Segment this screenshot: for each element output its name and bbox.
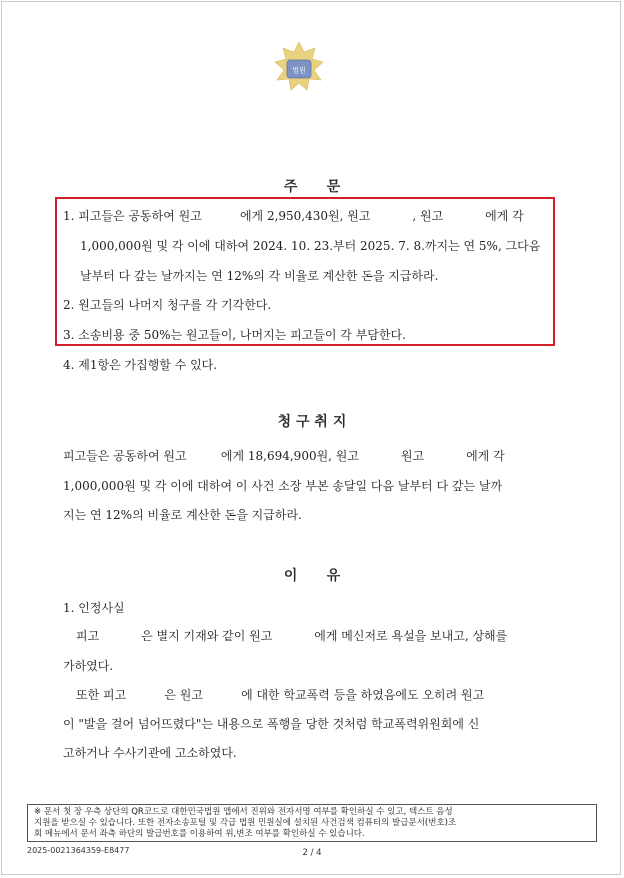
order-item3: 3. 소송비용 중 50%는 원고들이, 나머지는 피고들이 각 부담한다. <box>63 328 406 342</box>
notice-line3: 회 메뉴에서 문서 좌측 하단의 발급번호를 이용하여 위,변조 여부를 확인하실 수 있습니다. <box>34 829 365 839</box>
claim-section-title: 청 구 취 지 <box>277 414 347 430</box>
reason-p1-line1: 피고 은 별지 기재와 같이 원고 에게 메신저로 욕설을 보내고, 상해를 <box>76 629 508 643</box>
order-item1-line3: 날부터 다 갚는 날까지는 연 12%의 각 비율로 계산한 돈을 지급하라. <box>80 269 439 283</box>
issue-number: 2025-0021364359-E8477 <box>27 846 130 855</box>
order-section-title: 주 문 <box>283 179 341 195</box>
reason-p2-line2: 이 "발을 걸어 넘어뜨렸다"는 내용으로 폭행을 당한 것처럼 학교폭력위원회에 신 <box>63 717 480 731</box>
order-item4: 4. 제1항은 가집행할 수 있다. <box>63 358 218 372</box>
notice-line1: ※ 문서 첫 장 우측 상단의 QR코드로 대한민국법원 앱에서 진위와 전자서명 여부를 확인하실 수 있고, 텍스트 음성 <box>34 807 453 817</box>
reason-p1-line2: 가하였다. <box>63 659 114 673</box>
verification-notice <box>27 804 597 842</box>
notice-line2: 지원을 받으실 수 있습니다. 또한 전자소송포털 및 각급 법원 민원실에 설치된 사건검색 컴퓨터의 발급문서(번호)조 <box>34 818 457 828</box>
order-item1-line2: 1,000,000원 및 각 이에 대하여 2024. 10. 23.부터 2025. 7. 8.까지는 연 5%, 그다음 <box>80 239 541 253</box>
claim-line2: 1,000,000원 및 각 이에 대하여 이 사건 소장 부본 송달일 다음 날부터 다 갚는 날까 <box>63 479 503 493</box>
reason-p2-line3: 고하거나 수사기관에 고소하였다. <box>63 746 237 760</box>
reason-p2-line1: 또한 피고 은 원고 에 대한 학교폭력 등을 하였음에도 오히려 원고 <box>76 688 485 702</box>
page-number: 2 / 4 <box>302 848 322 858</box>
order-item2: 2. 원고들의 나머지 청구를 각 기각한다. <box>63 298 272 312</box>
order-item1-line1: 1. 피고들은 공동하여 원고 에게 2,950,430원, 원고 , 원고 에게 각 <box>63 209 524 223</box>
emblem-text: 법원 <box>292 66 306 75</box>
claim-line1: 피고들은 공동하여 원고 에게 18,694,900원, 원고 원고 에게 각 <box>63 449 505 463</box>
reason-section-title: 이 유 <box>283 568 341 584</box>
court-emblem-icon <box>271 40 327 96</box>
claim-line3: 지는 연 12%의 비율로 계산한 돈을 지급하라. <box>63 508 302 522</box>
reason-heading1: 1. 인정사실 <box>63 601 125 615</box>
